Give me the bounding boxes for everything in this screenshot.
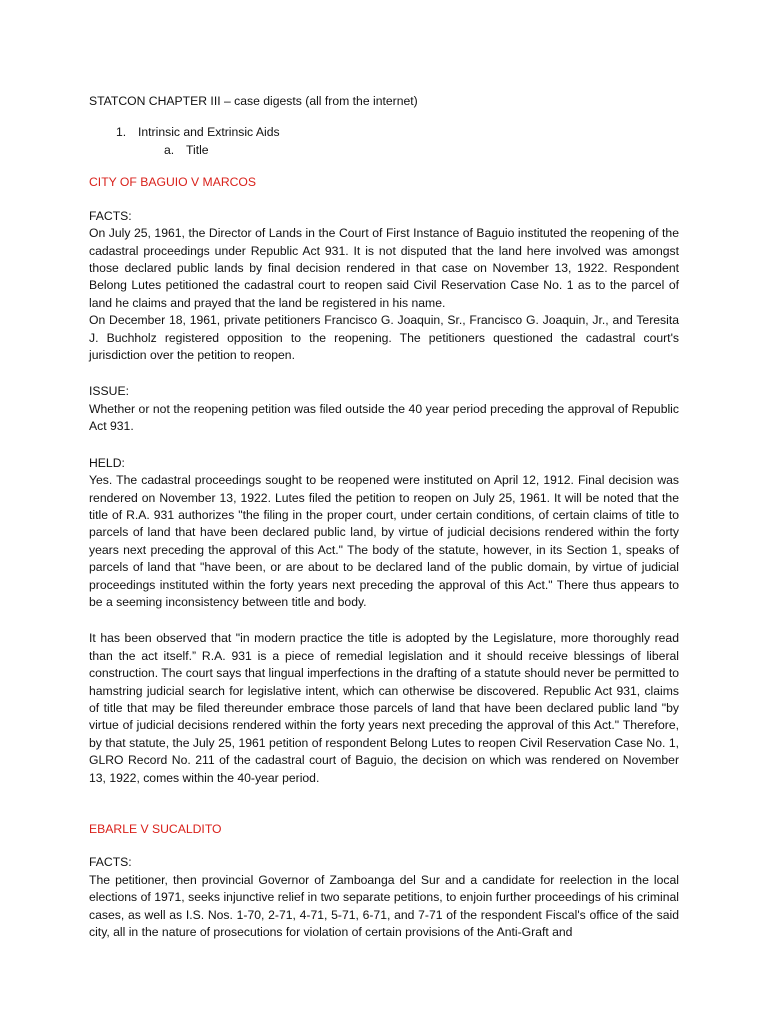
- facts-paragraph: On July 25, 1961, the Director of Lands in the Court of First Instance of Baguio instituted the reopening of the cadastral proceedings under Republic Act 931. It is not disputed that the land here involved was amongst those declared public lands by final decision rendered in that case on November 13, 1922. Respondent Belong Lutes petitioned the cadastral court to reopen said Civil Reservation Case No. 1 as to the parcel of land he claims and prayed that the land be registered in his name.: [89, 226, 679, 310]
- issue-label: ISSUE:: [89, 384, 129, 399]
- document-page: [89, 93, 679, 941]
- outline-item-level2: [89, 142, 679, 160]
- facts-paragraph: On December 18, 1961, private petitioners Francisco G. Joaquin, Sr., Francisco G. Joaquin, Jr., and Teresita J. Buchholz registered opposition to the reopening. The petitioners questioned the cadastral court's jurisdiction over the petition to reopen.: [89, 313, 679, 363]
- held-paragraph: Yes. The cadastral proceedings sought to be reopened were instituted on April 12, 1912. Final decision was rendered on November 13, 1922. Lutes filed the petition to reopen on July 25, 1961. It will be noted that the title of R.A. 931 authorizes "the filing in the proper court, under certain conditions, of certain claims of title to parcels of land that have been declared public land, by virtue of judicial decisions rendered within the forty years next preceding the approval of this Act." The body of the statute, however, in its Section 1, speaks of parcels of land that "have been, or are about to be declared land of the public domain, by virtue of judicial proceedings instituted within the forty years next preceding the approval of this Act." There thus appears to be a seeming inconsistency between title and body.: [89, 473, 679, 609]
- case-title: CITY OF BAGUIO V MARCOS: [89, 175, 257, 190]
- facts-label: FACTS:: [89, 855, 132, 870]
- facts-label: FACTS:: [89, 208, 132, 223]
- held-label: HELD:: [89, 455, 125, 470]
- spacer: [89, 436, 679, 455]
- spacer: [89, 611, 679, 630]
- outline-text: Title: [186, 143, 209, 158]
- spacer: [89, 364, 679, 383]
- outline-marker: a.: [164, 143, 175, 158]
- spacer: [89, 787, 679, 821]
- issue-paragraph: Whether or not the reopening petition was filed outside the 40 year period preceding the approval of Republic Act 931.: [89, 401, 679, 434]
- document-title: STATCON CHAPTER III – case digests (all from the internet): [89, 94, 418, 108]
- outline-marker: 1.: [116, 125, 127, 140]
- facts-paragraph: The petitioner, then provincial Governor of Zamboanga del Sur and a candidate for reelection in the local elections of 1971, seeks injunctive relief in two separate petitions, to enjoin further proceedings of his criminal cases, as well as I.S. Nos. 1-70, 2-71, 4-71, 5-71, 6-71, and 7-71 of the respondent Fiscal's office of the said city, all in the nature of prosecutions for violation of certain provisions of the Anti-Graft and: [89, 872, 679, 940]
- outline-item-level1: [89, 124, 679, 142]
- held-paragraph: It has been observed that "in modern practice the title is adopted by the Legislature, more thoroughly read than the act itself.” R.A. 931 is a piece of remedial legislation and it should receive blessings of liberal construction. The court says that lingual imperfections in the drafting of a statute should never be permitted to hamstring judicial search for legislative intent, which can otherwise be discovered. Republic Act 931, claims of title that may be filed thereunder embrace those parcels of land that have been declared public land "by virtue of judicial decisions rendered within the forty years next preceding the approval of this Act." Therefore, by that statute, the July 25, 1961 petition of respondent Belong Lutes to reopen Civil Reservation Case No. 1, GLRO Record No. 211 of the cadastral court of Baguio, the decision on which was rendered on November 13, 1922, comes within the 40-year period.: [89, 631, 679, 785]
- outline-list: [89, 124, 679, 160]
- outline-text: Intrinsic and Extrinsic Aids: [138, 125, 280, 140]
- case-title: EBARLE V SUCALDITO: [89, 822, 222, 836]
